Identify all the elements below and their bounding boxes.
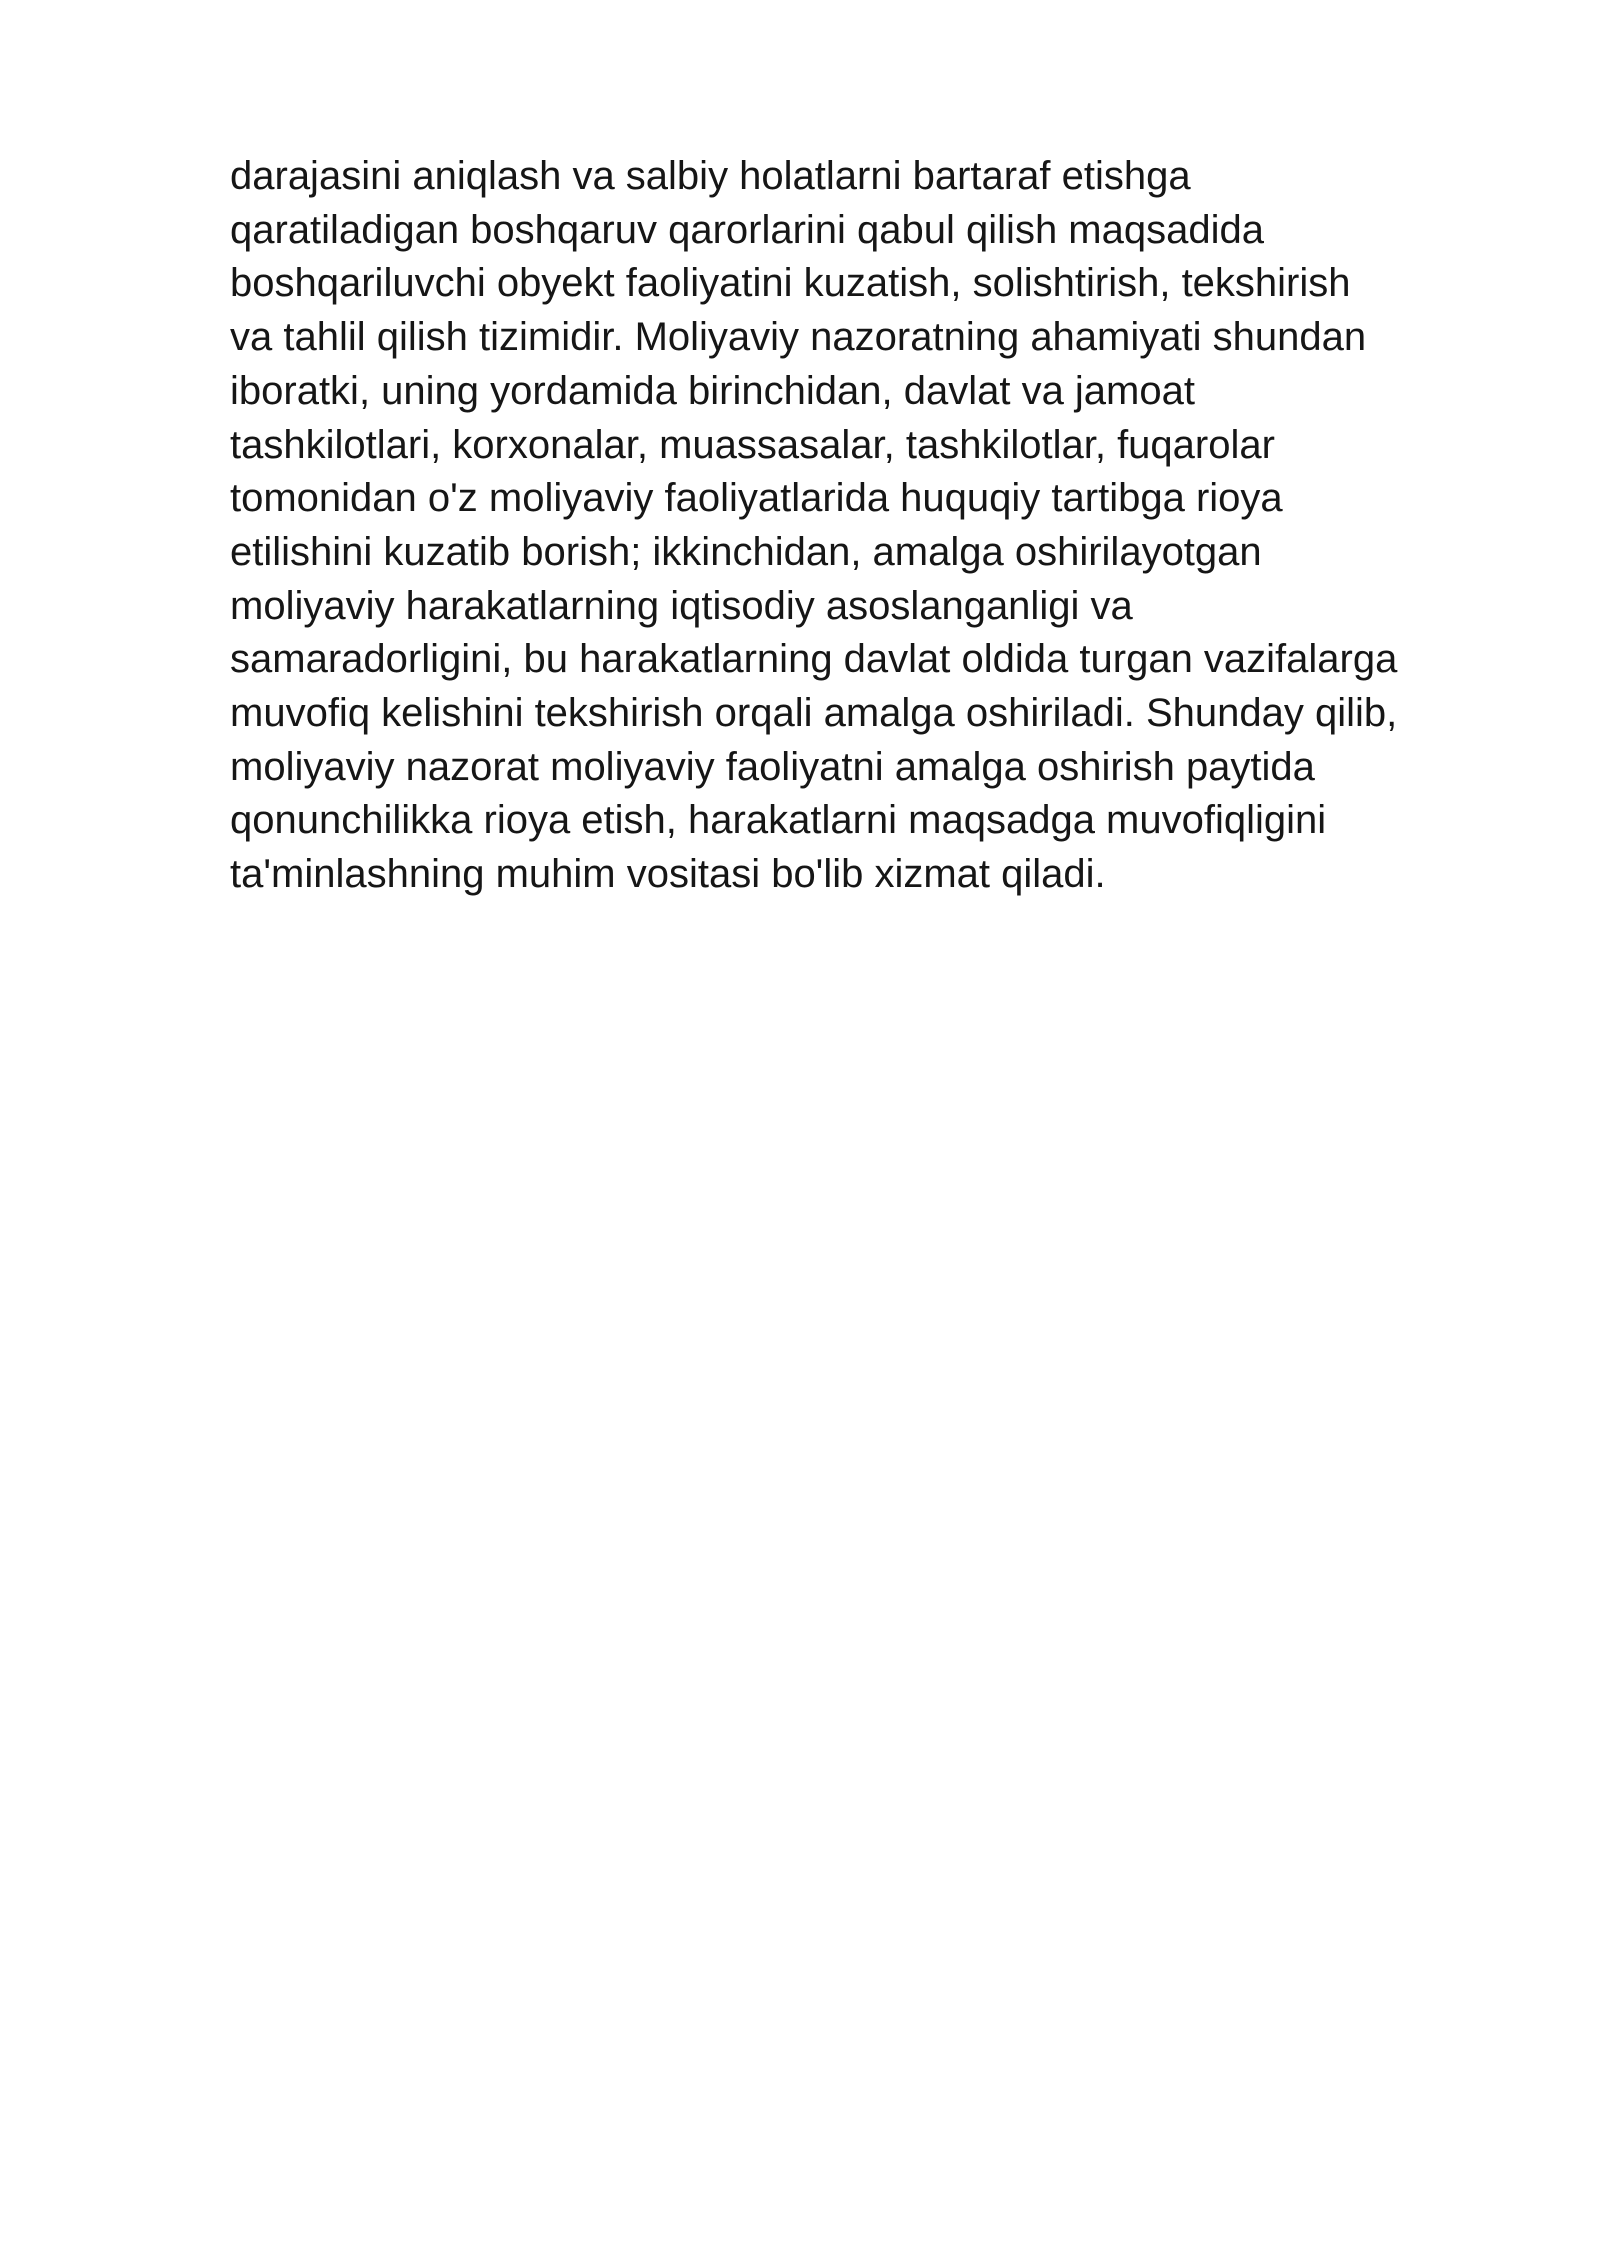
text-line: iboratki, uning yordamida birinchidan, davlat va jamoat [230, 368, 1195, 413]
text-line: va tahlil qilish tizimidir. Moliyaviy nazoratning ahamiyati shundan [230, 315, 1367, 360]
text-line: moliyaviy nazorat moliyaviy faoliyatni amalga oshirish paytida [230, 744, 1315, 789]
text-line: boshqariluvchi obyekt faoliyatini kuzatish, solishtirish, tekshirish [230, 261, 1351, 306]
body-paragraph [230, 150, 1530, 902]
text-line: darajasini aniqlash va salbiy holatlarni bartaraf etishga [230, 154, 1191, 198]
text-line: qaratiladigan boshqaruv qarorlarini qabul qilish maqsadida [230, 207, 1264, 252]
text-line: samaradorligini, bu harakatlarning davlat oldida turgan vazifalarga [230, 637, 1398, 682]
text-line: tomonidan o'z moliyaviy faoliyatlarida huquqiy tartibga rioya [230, 476, 1283, 521]
text-line: muvofiq kelishini tekshirish orqali amalga oshiriladi. Shunday qilib, [230, 691, 1398, 736]
text-line: qonunchilikka rioya etish, harakatlarni maqsadga muvofiqligini [230, 798, 1327, 843]
text-line: ta'minlashning muhim vositasi bo'lib xizmat qiladi. [230, 852, 1106, 897]
text-line: etilishini kuzatib borish; ikkinchidan, amalga oshirilayotgan [230, 529, 1262, 574]
text-line: tashkilotlari, korxonalar, muassasalar, tashkilotlar, fuqarolar [230, 422, 1275, 467]
text-line: moliyaviy harakatlarning iqtisodiy asoslanganligi va [230, 583, 1133, 628]
